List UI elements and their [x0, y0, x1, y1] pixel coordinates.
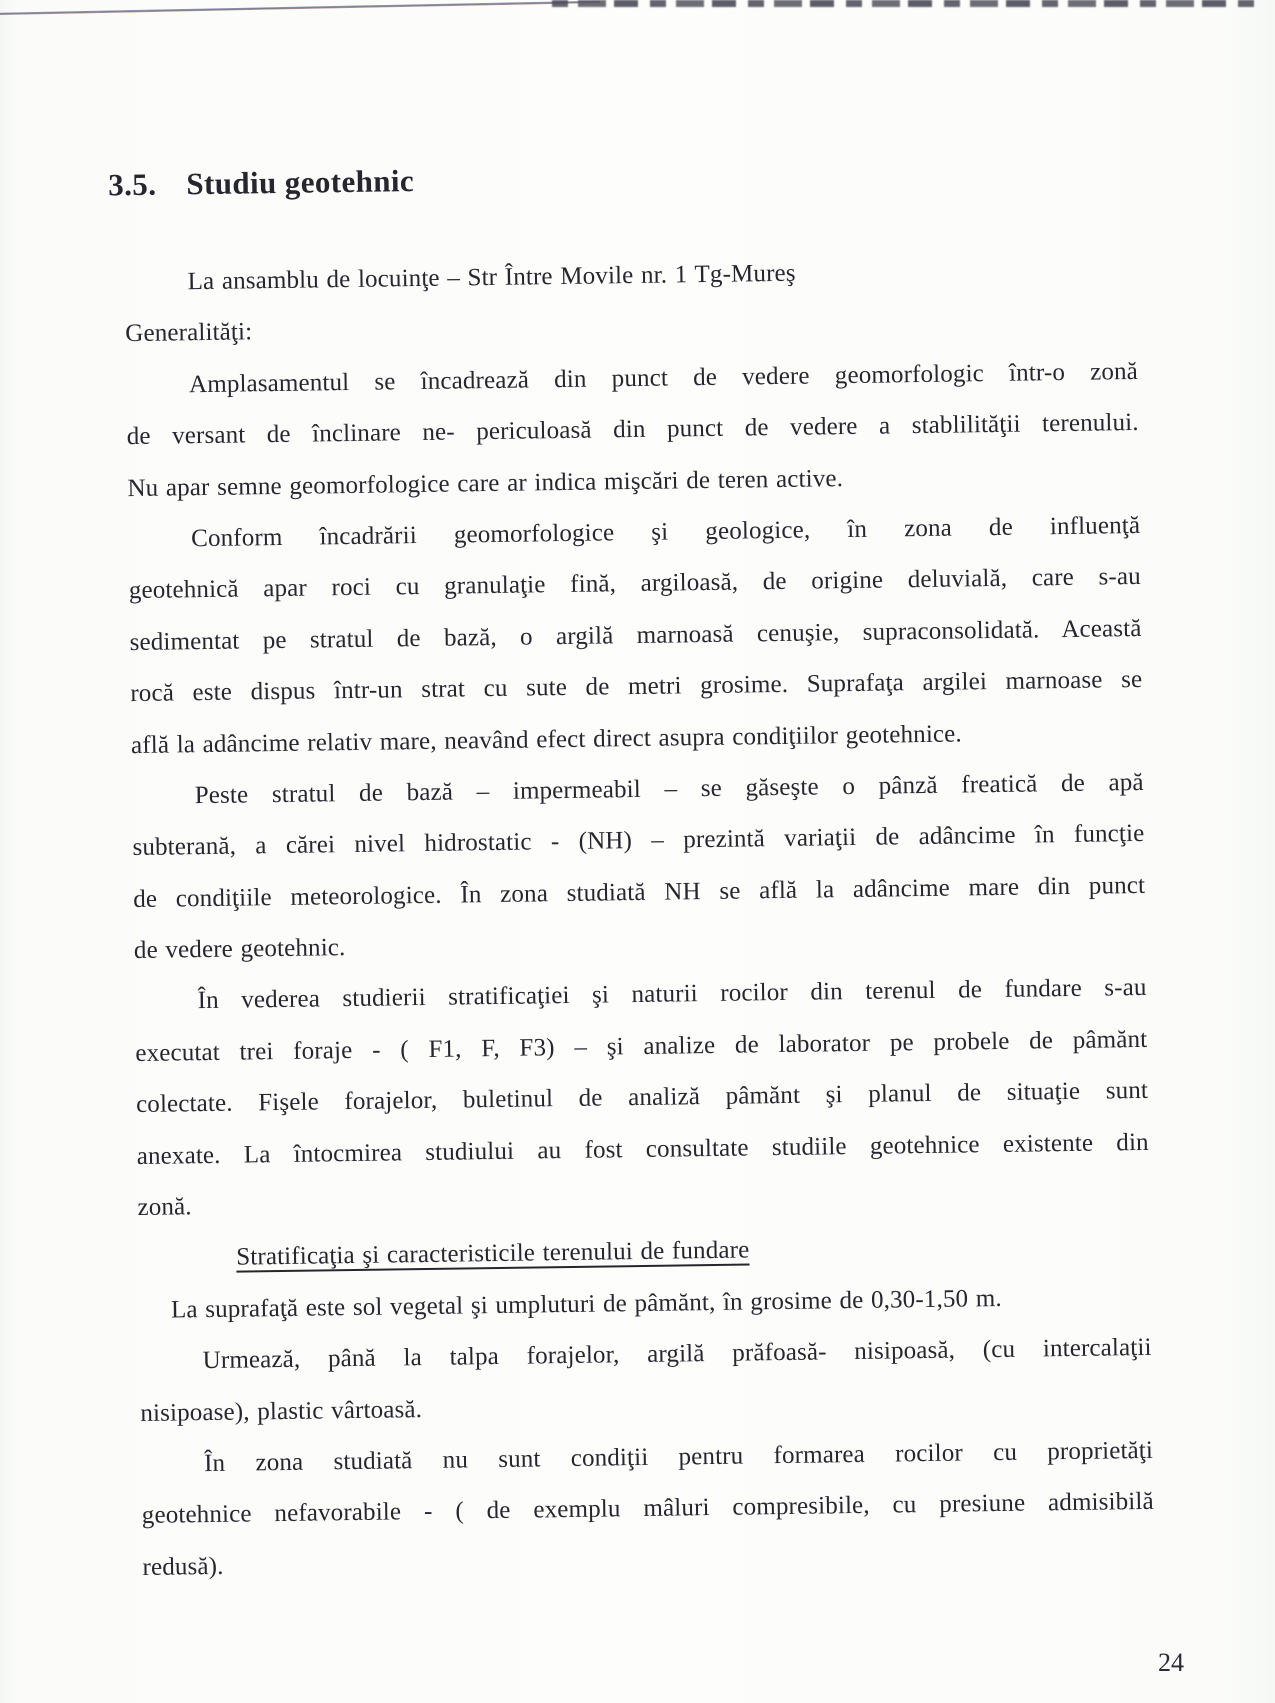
- text-line: În zona studiată nu sunt condiţii pentru formarea rocilor cu proprietăţi: [203, 1436, 1154, 1478]
- page-content: [108, 153, 1168, 1594]
- scan-line-artifact: [0, 0, 640, 60]
- text-line: zonă.: [137, 1193, 192, 1222]
- page-number: 24: [1158, 1648, 1184, 1677]
- text-line: La ansamblu de locuinţe – Str Între Movile nr. 1 Tg-Mureş: [187, 259, 796, 296]
- scan-cutoff-text-artifact: [552, 0, 1258, 7]
- text-line: de versant de înclinare ne- periculoasă din punct de vedere a stablilităţii terenului.: [126, 409, 1139, 451]
- text-line: geotehnică apar roci cu granulaţie fină, argiloasă, de origine deluvială, care s-au: [128, 563, 1142, 605]
- text-line: de vedere geotehnic.: [133, 934, 346, 965]
- text-line: Generalităţi:: [125, 318, 253, 348]
- text-line: sedimentat pe stratul de bază, o argilă marnoasă cenuşie, supraconsolidată. Această: [129, 614, 1142, 656]
- text-line: colectate. Fişele forajelor, buletinul de analiză pâmănt şi planul de situaţie sunt: [135, 1077, 1149, 1119]
- text-line: Urmează, până la talpa forajelor, argilă prăfoasă- nisipoasă, (cu intercalaţii: [202, 1334, 1152, 1375]
- text-line: În vederea studierii stratificaţiei şi naturii rocilor din terenul de fundare s-au: [197, 974, 1147, 1015]
- text-line: de condiţiile meteorologice. În zona studiată NH se află la adâncime mare din punct: [133, 871, 1146, 913]
- text-line: află la adâncime relativ mare, neavând efect direct asupra condiţiilor geotehnice.: [130, 719, 963, 759]
- text-line: La suprafaţă este sol vegetal şi umpluturi de pâmănt, în grosime de 0,30-1,50 m.: [170, 1284, 1002, 1324]
- text-line: Nu apar semne geomorfologice care ar indica mişcări de teren active.: [127, 464, 844, 502]
- text-line: executat trei foraje - ( F1, F, F3) – şi analize de laborator pe probele de pâmănt: [135, 1025, 1148, 1067]
- text-line: Stratificaţia şi caracteristicile terenului de fundare: [236, 1236, 750, 1272]
- text-line: Conform încadrării geomorfologice şi geologice, în zona de influenţă: [191, 511, 1141, 553]
- text-line: anexate. La întocmirea studiului au fost consultate studiile geotehnice existente din: [136, 1128, 1149, 1170]
- text-line: rocă este dispus într-un strat cu sute de metri grosime. Suprafaţa argilei marnoase se: [130, 666, 1143, 708]
- text-line: nisipoase), plastic vârtoasă.: [140, 1395, 423, 1427]
- text-line: Peste stratul de bază – impermeabil – se găseşte o pânză freatică de apă: [194, 768, 1144, 810]
- text-line: geotehnice nefavorabile - ( de exemplu mâluri compresibile, cu presiune admisibilă: [141, 1488, 1154, 1530]
- text-line: subterană, a cărei nivel hidrostatic - (NH) – prezintă variaţii de adâncime în funcţie: [132, 820, 1145, 862]
- section-heading: [108, 153, 1148, 204]
- section-title: Studiu geotehnic: [186, 163, 415, 202]
- text-line: Amplasamentul se încadrează din punct de vedere geomorfologic într-o zonă: [188, 357, 1139, 399]
- body-text: [124, 243, 1155, 1593]
- section-number: 3.5.: [107, 166, 157, 203]
- text-line: redusă).: [142, 1552, 224, 1581]
